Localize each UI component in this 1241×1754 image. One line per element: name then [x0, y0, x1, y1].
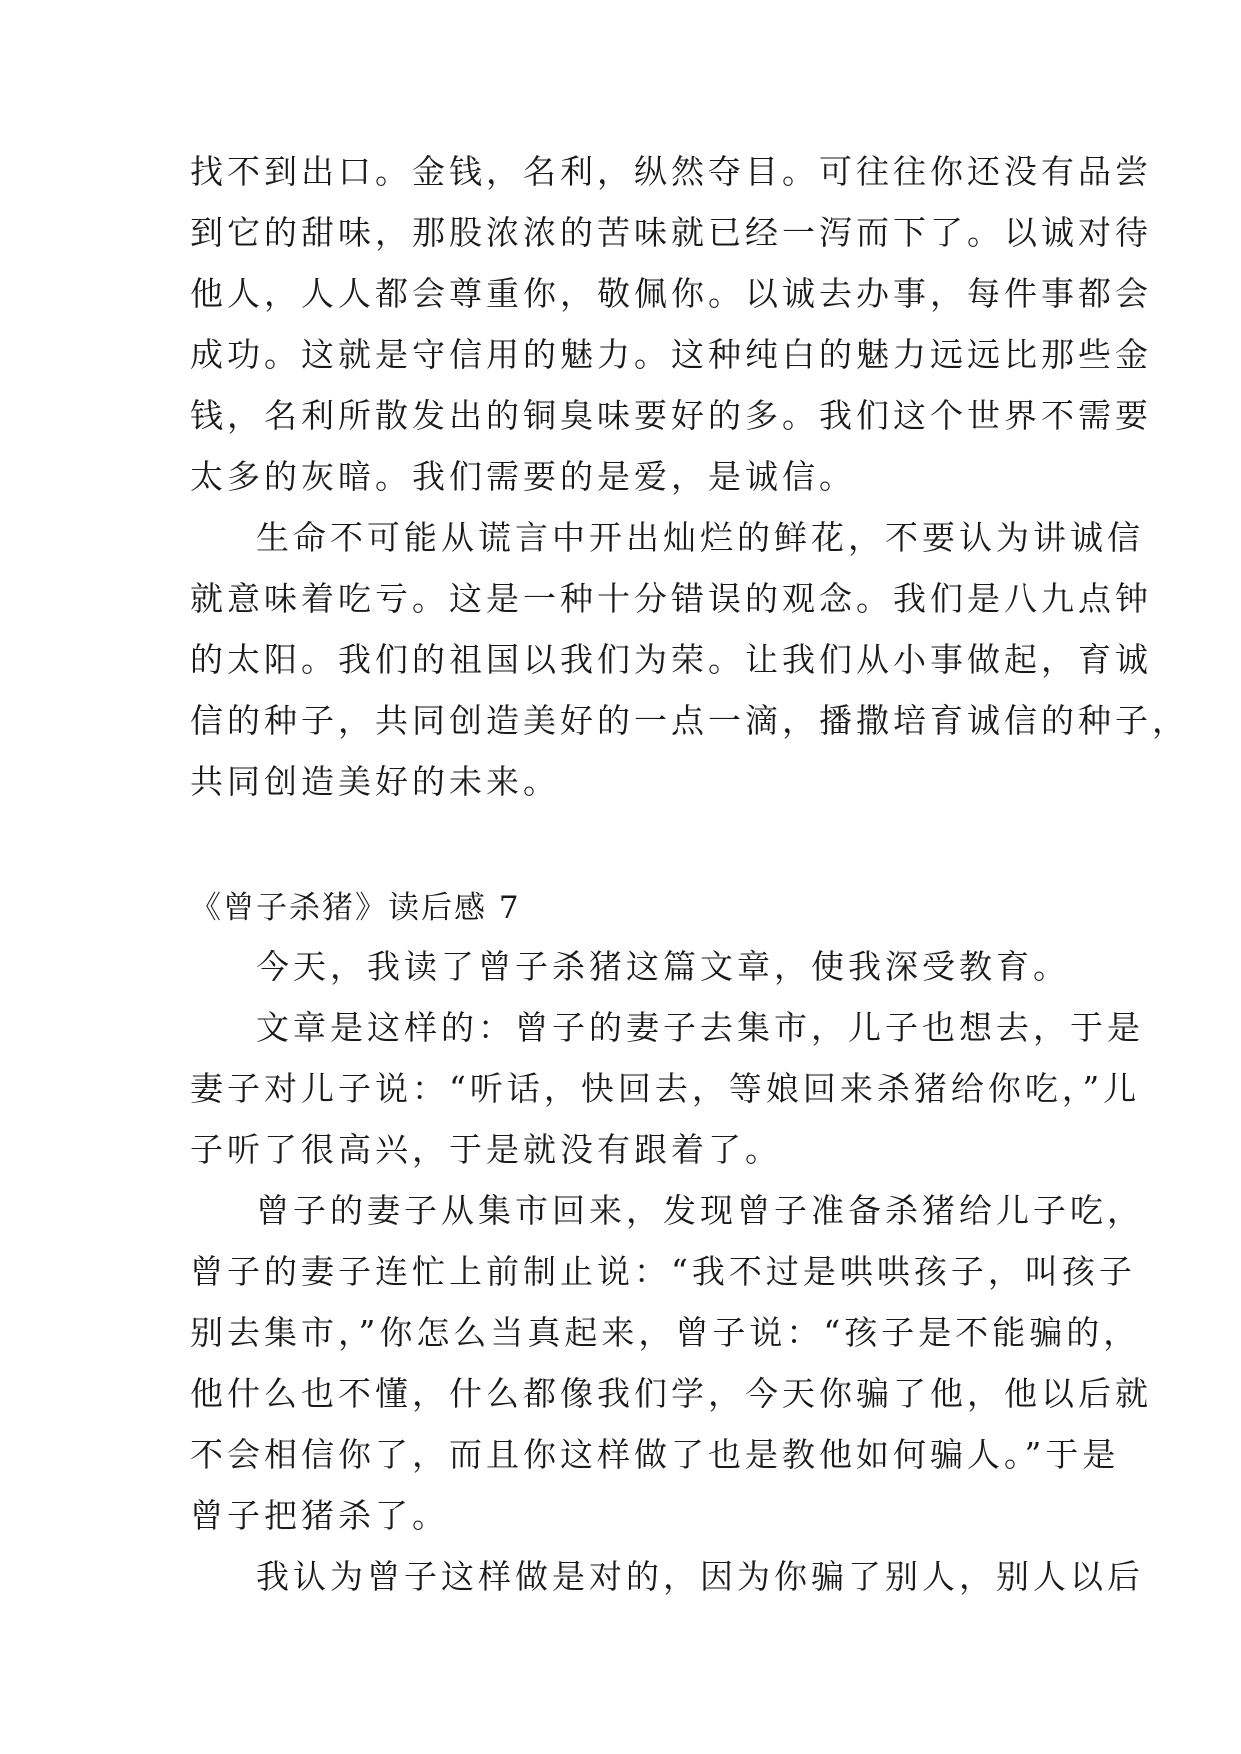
paragraph-line: 曾子的妻子从集市回来，发现曾子准备杀猪给儿子吃，	[256, 1191, 1144, 1230]
paragraph-line: 钱，名利所散发出的铜臭味要好的多。我们这个世界不需要	[190, 396, 1152, 435]
paragraph-line: 就意味着吃亏。这是一种十分错误的观念。我们是八九点钟	[190, 579, 1152, 618]
paragraph-line: 成功。这就是守信用的魅力。这种纯白的魅力远远比那些金	[190, 335, 1152, 374]
paragraph-line: 信的种子，共同创造美好的一点一滴，播撒培育诚信的种子，	[190, 701, 1189, 740]
paragraph-line: 太多的灰暗。我们需要的是爱，是诚信。	[190, 457, 856, 496]
paragraph-line: 曾子把猪杀了。	[190, 1496, 449, 1535]
paragraph-line: 不会相信你了，而且你这样做了也是教他如何骗人。”于是	[190, 1435, 1120, 1474]
paragraph-line: 别去集市，”你怎么当真起来，曾子说：“孩子是不能骗的，	[190, 1313, 1141, 1352]
paragraph-line: 共同创造美好的未来。	[190, 762, 560, 801]
paragraph-line: 曾子的妻子连忙上前制止说：“我不过是哄哄孩子，叫孩子	[190, 1252, 1136, 1291]
section-title: 《曾子杀猪》读后感 7	[190, 890, 521, 926]
paragraph-line: 我认为曾子这样做是对的，因为你骗了别人，别人以后	[256, 1557, 1144, 1596]
paragraph-line: 的太阳。我们的祖国以我们为荣。让我们从小事做起，育诚	[190, 640, 1152, 679]
paragraph-line: 今天，我读了曾子杀猪这篇文章，使我深受教育。	[256, 947, 1070, 986]
paragraph-line: 生命不可能从谎言中开出灿烂的鲜花，不要认为讲诚信	[256, 518, 1144, 557]
paragraph-line: 文章是这样的：曾子的妻子去集市，儿子也想去，于是	[256, 1008, 1144, 1047]
paragraph-line: 子听了很高兴，于是就没有跟着了。	[190, 1130, 782, 1169]
paragraph-line: 他什么也不懂，什么都像我们学，今天你骗了他，他以后就	[190, 1374, 1152, 1413]
paragraph-line: 妻子对儿子说：“听话，快回去，等娘回来杀猪给你吃，”儿	[190, 1069, 1141, 1108]
paragraph-line: 找不到出口。金钱，名利，纵然夺目。可往往你还没有品尝	[190, 152, 1152, 191]
paragraph-line: 他人，人人都会尊重你，敬佩你。以诚去办事，每件事都会	[190, 274, 1152, 313]
paragraph-line: 到它的甜味，那股浓浓的苦味就已经一泻而下了。以诚对待	[190, 213, 1152, 252]
